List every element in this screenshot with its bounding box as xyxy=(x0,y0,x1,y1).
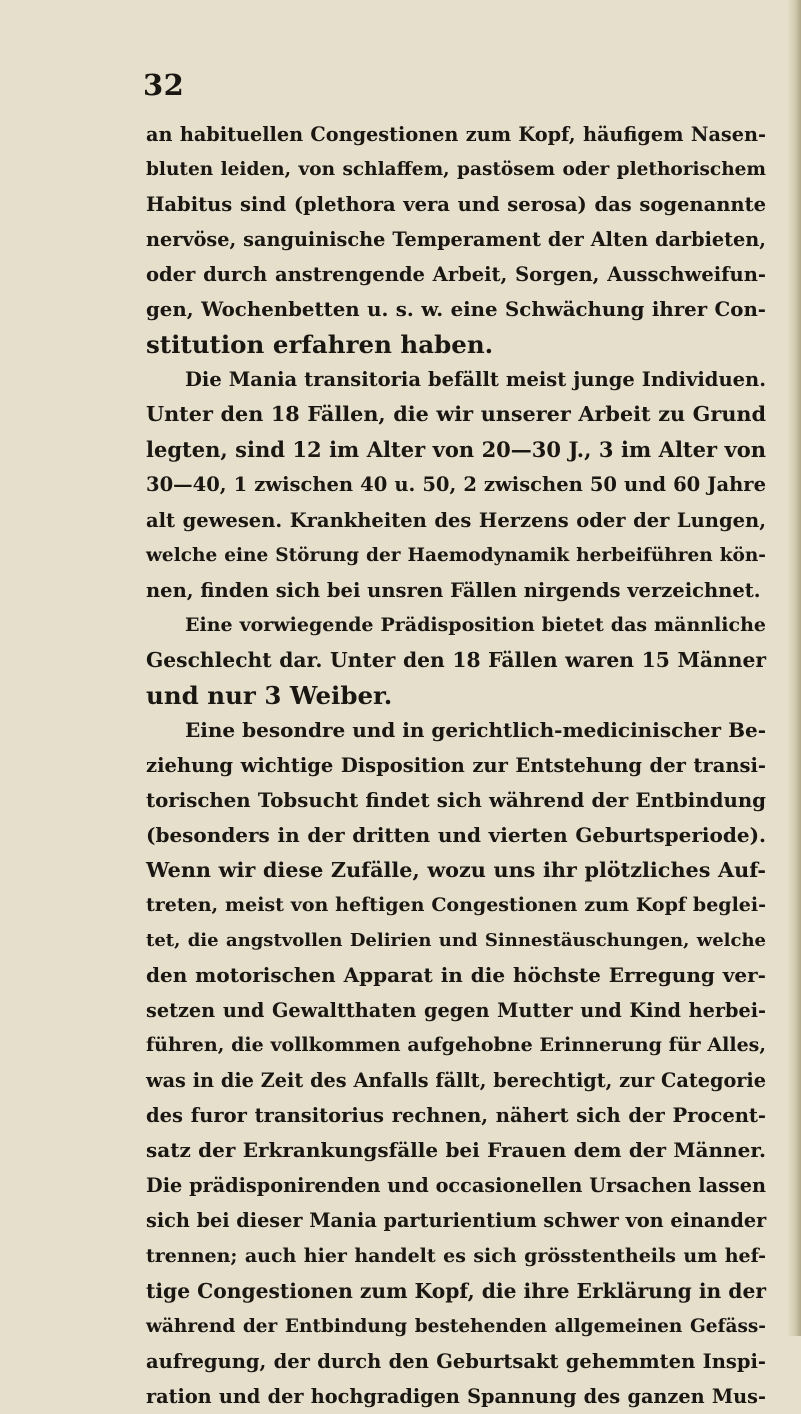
text-line: ration und der hochgradigen Spannung des ganzen Mus- xyxy=(146,1384,766,1408)
text-line: Unter den 18 Fällen, die wir unserer Arbeit zu Grund xyxy=(146,402,766,427)
paragraph-start-line: Die Mania transitoria befällt meist junge Individuen. xyxy=(185,368,766,392)
text-line: welche eine Störung der Haemodynamik herbeiführen kön- xyxy=(146,544,766,566)
text-line: alt gewesen. Krankheiten des Herzens oder der Lungen, xyxy=(146,508,766,532)
text-line: was in die Zeit des Anfalls fällt, berechtigt, zur Categorie xyxy=(146,1069,766,1093)
page-number: 32 xyxy=(143,68,185,102)
text-line: Geschlecht dar. Unter den 18 Fällen waren 15 Männer xyxy=(146,647,766,672)
text-line: aufregung, der durch den Geburtsakt gehemmten Inspi- xyxy=(146,1349,766,1373)
body-text xyxy=(146,117,766,1414)
text-line: bluten leiden, von schlaffem, pastösem oder plethorischem xyxy=(146,159,766,181)
text-line: legten, sind 12 im Alter von 20—30 J., 3 im Alter von xyxy=(146,437,766,463)
text-line: tige Congestionen zum Kopf, die ihre Erklärung in der xyxy=(146,1278,766,1303)
text-line: Wenn wir diese Zufälle, wozu uns ihr plötzliches Auf- xyxy=(146,857,766,882)
text-line: 30—40, 1 zwischen 40 u. 50, 2 zwischen 50 und 60 Jahre xyxy=(146,473,766,497)
text-line: stitution erfahren haben. xyxy=(146,330,494,360)
text-line: torischen Tobsucht findet sich während der Entbindung xyxy=(146,787,766,812)
text-line: gen, Wochenbetten u. s. w. eine Schwächung ihrer Con- xyxy=(146,297,766,322)
text-line: des furor transitorius rechnen, nähert sich der Procent- xyxy=(146,1104,766,1128)
text-line: tet, die angstvollen Delirien und Sinnestäuschungen, welche xyxy=(146,930,766,952)
text-line: an habituellen Congestionen zum Kopf, häufigem Nasen- xyxy=(146,123,766,146)
text-line: treten, meist von heftigen Congestionen zum Kopf beglei- xyxy=(146,894,766,917)
text-line: setzen und Gewaltthaten gegen Mutter und Kind herbei- xyxy=(146,999,766,1023)
page-edge-shadow xyxy=(787,0,801,1336)
text-line: führen, die vollkommen aufgehobne Erinnerung für Alles, xyxy=(146,1034,766,1057)
paragraph-start-line: Eine besondre und in gerichtlich-medicinischer Be- xyxy=(185,717,766,742)
text-line: ziehung wichtige Disposition zur Entstehung der transi- xyxy=(146,753,766,777)
text-line: oder durch anstrengende Arbeit, Sorgen, Ausschweifun- xyxy=(146,263,766,287)
text-line: den motorischen Apparat in die höchste Erregung ver- xyxy=(146,963,766,988)
text-line: nervöse, sanguinische Temperament der Alten darbieten, xyxy=(146,228,766,252)
text-line: Die prädisponirenden und occasionellen Ursachen lassen xyxy=(146,1174,766,1198)
text-line: sich bei dieser Mania parturientium schwer von einander xyxy=(146,1209,767,1233)
text-line: trennen; auch hier handelt es sich grösstentheils um hef- xyxy=(146,1244,766,1267)
text-line: während der Entbindung bestehenden allgemeinen Gefäss- xyxy=(146,1315,766,1337)
paragraph-start-line: Eine vorwiegende Prädisposition bietet das männliche xyxy=(185,613,766,636)
text-line: satz der Erkrankungsfälle bei Frauen dem der Männer. xyxy=(146,1138,766,1163)
text-line: nen, finden sich bei unsren Fällen nirgends verzeichnet. xyxy=(146,578,761,602)
text-line: und nur 3 Weiber. xyxy=(146,680,393,710)
text-line: Habitus sind (plethora vera und serosa) das sogenannte xyxy=(146,193,766,217)
text-line: (besonders in der dritten und vierten Geburtsperiode). xyxy=(146,822,766,847)
